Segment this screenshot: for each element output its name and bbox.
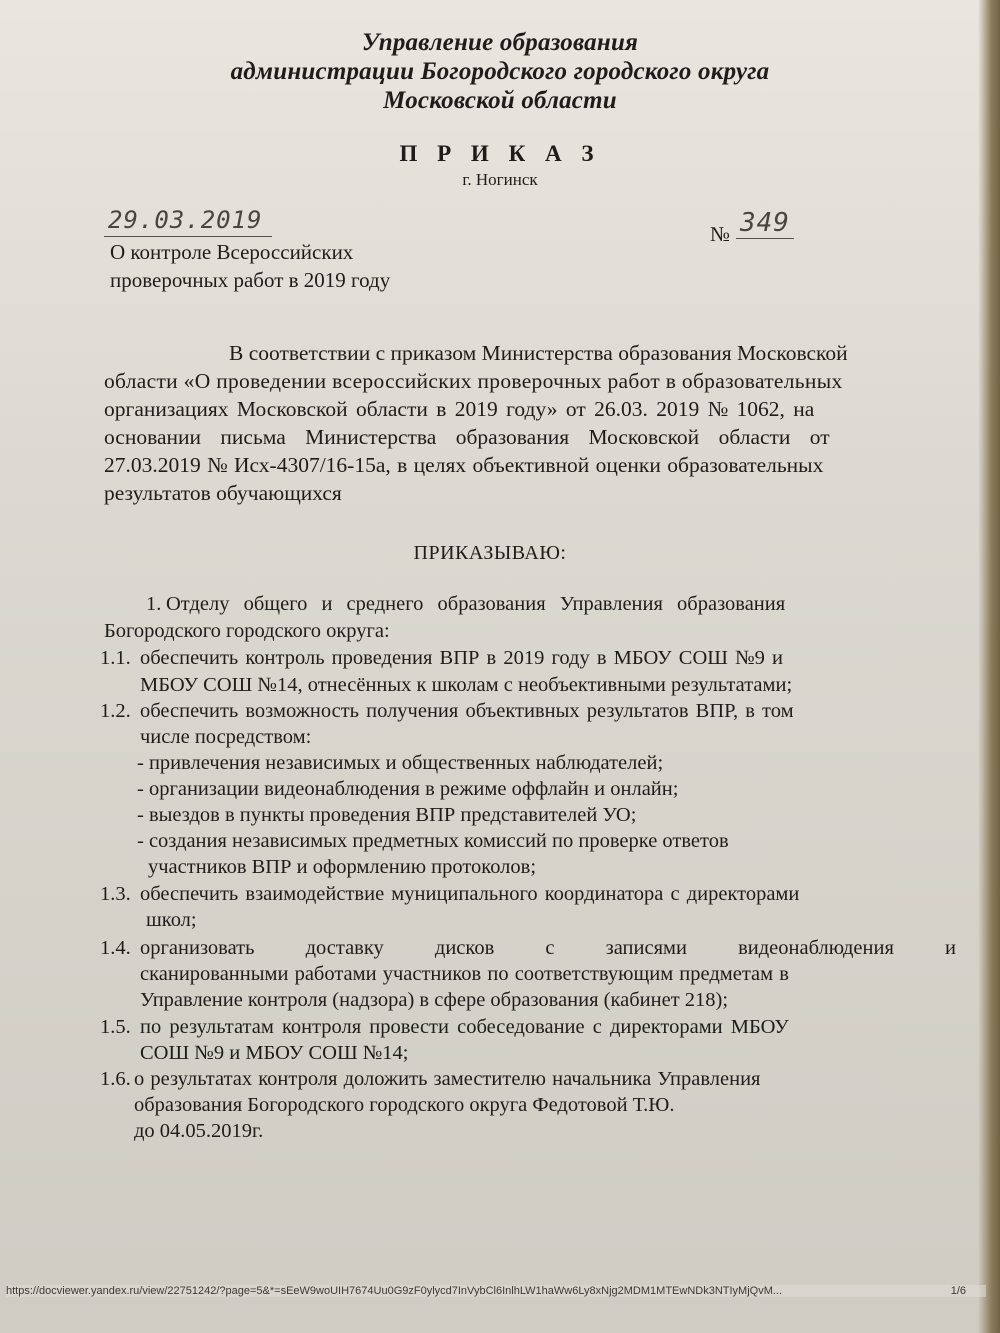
preamble-line-6: результатов обучающихся <box>104 481 342 505</box>
footer-url: https://docviewer.yandex.ru/view/22751242/?page=5&*=sEeW9woUIH7674Uu0G9zF0ylycd7InVybCl6InlhLW1haWw6Ly8xNjg2MDM1MTEwNDk3NTIyMjQvM... <box>6 1285 783 1297</box>
item-1-2-bullet-3: - выездов в пункты проведения ВПР представителей УО; <box>137 804 637 826</box>
item-1-2-bullet-4: - создания независимых предметных комиссий по проверке ответов <box>137 830 729 852</box>
document-date: 29.03.2019 <box>108 206 263 234</box>
item-1-3-line-2: школ; <box>146 909 197 931</box>
item-1-5-line-2: СОШ №9 и МБОУ СОШ №14; <box>140 1042 409 1064</box>
document-number: 349 <box>740 208 790 238</box>
page-edge-shadow <box>978 0 1000 1333</box>
order-heading: ПРИКАЗЫВАЮ: <box>413 542 567 564</box>
item-1-2-line-2: числе посредством: <box>140 726 312 748</box>
item-1-2-line-1: обеспечить возможность получения объективных результатов ВПР, в том <box>140 700 794 722</box>
preamble-line-3: организациях Московской области в 2019 году» от 26.03. 2019 № 1062, на <box>104 397 815 421</box>
item-1-1-number: 1.1. <box>100 647 131 669</box>
item-1-1-line-2: МБОУ СОШ №14, отнесённых к школам с необъективными результатами; <box>140 674 793 696</box>
item-1-4-line-1: организовать доставку дисков с записями видеонаблюдения и <box>140 937 956 959</box>
item-1-4-line-2: сканированными работами участников по соответствующим предметам в <box>140 963 789 985</box>
number-label: № <box>710 222 731 246</box>
item-1-5-line-1: по результатам контроля провести собеседование с директорами МБОУ <box>140 1016 789 1038</box>
item-1-4-number: 1.4. <box>100 937 131 959</box>
item-1-3-number: 1.3. <box>100 883 131 905</box>
number-underline <box>736 238 794 239</box>
item-1-2-bullet-1: - привлечения независимых и общественных наблюдателей; <box>137 752 664 774</box>
preamble-line-5: 27.03.2019 № Исх-4307/16-15а, в целях объективной оценки образовательных <box>104 453 824 477</box>
item-1-6-line-1: о результатах контроля доложить заместителю начальника Управления <box>134 1068 761 1090</box>
header-line-2: администрации Богородского городского округа <box>230 58 770 85</box>
item-1-6-line-3: до 04.05.2019г. <box>134 1120 264 1142</box>
item-1-3-line-1: обеспечить взаимодействие муниципального координатора с директорами <box>140 883 800 905</box>
subject-line-1: О контроле Всероссийских <box>110 240 354 264</box>
print-footer <box>6 1285 986 1297</box>
item-1-4-line-3: Управление контроля (надзора) в сфере образования (кабинет 218); <box>140 989 729 1011</box>
item-1-6-number: 1.6. <box>100 1068 131 1090</box>
item-1-number: 1. <box>146 593 162 615</box>
subject-line-2: проверочных работ в 2019 году <box>110 268 391 292</box>
item-1-1-line-1: обеспечить контроль проведения ВПР в 2019 году в МБОУ СОШ №9 и <box>140 647 783 669</box>
date-underline <box>104 236 272 237</box>
item-1-5-number: 1.5. <box>100 1016 131 1038</box>
preamble-line-2: области «О проведении всероссийских проверочных работ в образовательных <box>104 369 843 393</box>
preamble-line-4: основании письма Министерства образования Московской области от <box>104 425 830 449</box>
item-1-line-2: Богородского городского округа: <box>104 620 390 642</box>
preamble-line-1: В соответствии с приказом Министерства образования Московской <box>229 341 848 365</box>
item-1-2-bullet-2: - организации видеонаблюдения в режиме оффлайн и онлайн; <box>137 778 679 800</box>
header-line-3: Московской области <box>383 87 617 114</box>
item-1-2-bullet-4-cont: участников ВПР и оформлению протоколов; <box>148 856 537 878</box>
item-1-2-number: 1.2. <box>100 700 131 722</box>
item-1-6-line-2: образования Богородского городского округа Федотовой Т.Ю. <box>134 1094 675 1116</box>
header-line-1: Управление образования <box>361 29 639 56</box>
document-city: г. Ногинск <box>462 170 538 189</box>
footer-page-number: 1/6 <box>950 1285 966 1297</box>
document-title: П Р И К А З <box>399 141 601 166</box>
item-1-line-1: Отделу общего и среднего образования Управления образования <box>166 593 786 615</box>
